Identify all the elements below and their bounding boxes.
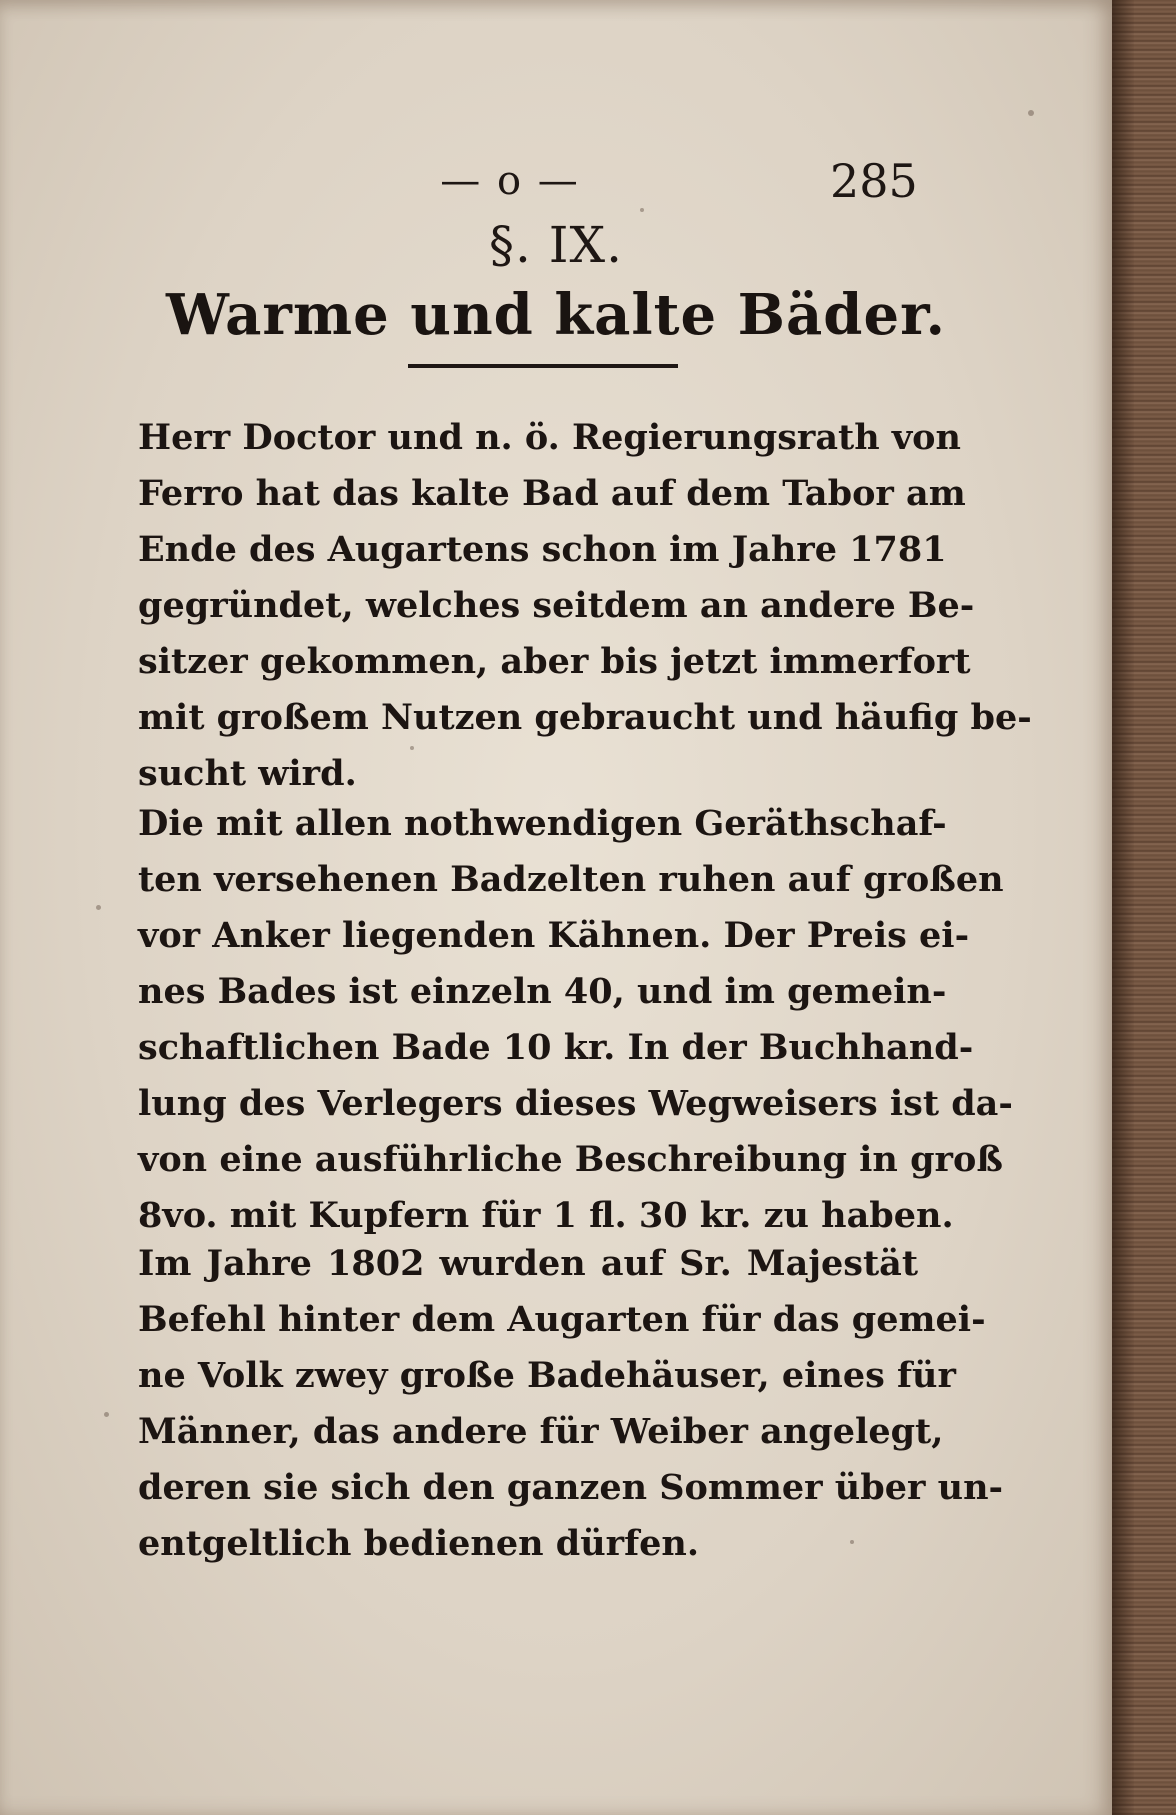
paragraph-3 [138,1236,1004,1572]
paper-speck [104,1412,109,1417]
text-line: Befehl hinter dem Augarten für das gemei- [138,1299,986,1340]
text-line: mit großem Nutzen gebraucht und häufig be- [138,697,1032,738]
paper-speck [850,1540,854,1544]
text-line: entgeltlich bedienen dürfen. [138,1523,700,1564]
text-line: Die mit allen nothwendigen Geräthschaf- [138,803,947,844]
text-line: 8vo. mit Kupfern für 1 fl. 30 kr. zu haben. [138,1195,954,1236]
text-line: Männer, das andere für Weiber angelegt, [138,1411,944,1452]
head-ornament: — o — [440,158,580,204]
text-line: Ende des Augartens schon im Jahre 1781 [138,529,947,570]
text-line: nes Bades ist einzeln 40, und im gemein- [138,971,947,1012]
text-line: Herr Doctor und n. ö. Regierungsrath von [138,417,961,458]
running-head [0,154,1112,208]
text-line: sucht wird. [138,753,357,794]
text-line: Ferro hat das kalte Bad auf dem Tabor am [138,473,966,514]
paragraph-1 [138,410,1032,802]
page-number: 285 [830,154,918,208]
text-line: ne Volk zwey große Badehäuser, eines für [138,1355,956,1396]
book-page-edges [1112,0,1176,1815]
paper-speck [1028,110,1034,116]
text-line: schaftlichen Bade 10 kr. In der Buchhand- [138,1027,974,1068]
text-line: lung des Verlegers dieses Wegweisers ist da- [138,1083,1013,1124]
text-line: deren sie sich den ganzen Sommer über un- [138,1467,1004,1508]
section-number: §. IX. [488,216,624,274]
text-line: vor Anker liegenden Kähnen. Der Preis ei- [138,915,970,956]
text-line: Im Jahre 1802 wurden auf Sr. Majestät [138,1243,918,1284]
paper-speck [410,746,414,750]
paper-speck [640,208,644,212]
text-line: sitzer gekommen, aber bis jetzt immerfort [138,641,971,682]
title-rule [408,364,678,368]
text-line: gegründet, welches seitdem an andere Be- [138,585,975,626]
text-line: ten versehenen Badzelten ruhen auf großen [138,859,1004,900]
paragraph-2 [138,796,1013,1244]
section-title: Warme und kalte Bäder. [166,282,946,348]
text-line: von eine ausführliche Beschreibung in groß [138,1139,1003,1180]
paper-speck [96,905,101,910]
